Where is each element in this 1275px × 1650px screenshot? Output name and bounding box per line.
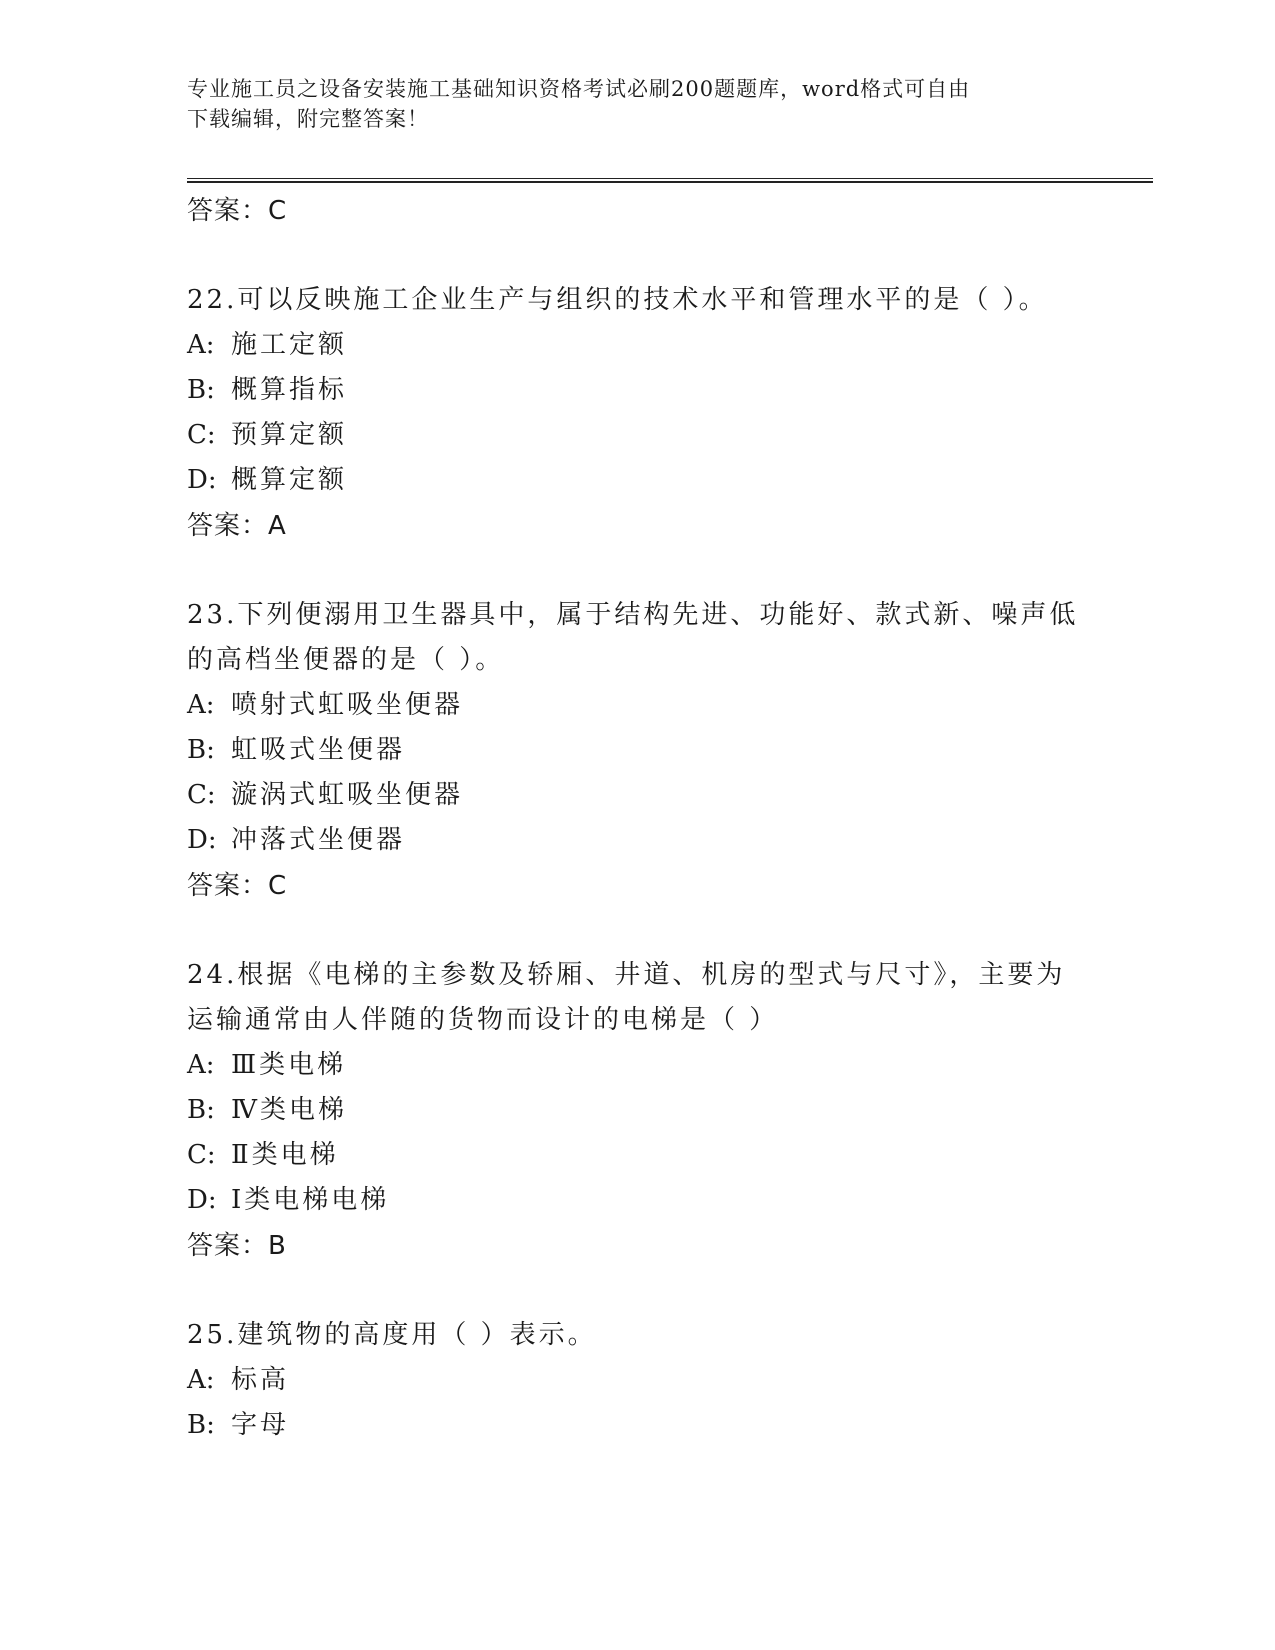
option-text: Ⅳ类电梯 bbox=[231, 1095, 347, 1125]
question-stem: 22.可以反映施工企业生产与组织的技术水平和管理水平的是（ ）。 bbox=[187, 285, 1048, 315]
question-stem: 25.建筑物的高度用（ ）表示。 bbox=[187, 1320, 597, 1350]
option-letter: C: bbox=[187, 780, 216, 810]
option-b bbox=[187, 1088, 1087, 1133]
option-text: 施工定额 bbox=[231, 330, 348, 360]
option-c bbox=[187, 413, 1087, 458]
option-b bbox=[187, 368, 1087, 413]
question-25 bbox=[187, 1313, 1087, 1448]
header-line-1: 专业施工员之设备安装施工基础知识资格考试必刷200题题库，word格式可自由 bbox=[187, 77, 971, 101]
option-a bbox=[187, 1358, 1087, 1403]
option-letter: C: bbox=[187, 420, 216, 450]
option-text: 概算指标 bbox=[231, 375, 348, 405]
option-letter: C: bbox=[187, 1140, 216, 1170]
option-text: 概算定额 bbox=[231, 465, 348, 495]
option-text: 标高 bbox=[231, 1365, 290, 1395]
option-letter: A: bbox=[187, 690, 215, 720]
option-d bbox=[187, 818, 1087, 863]
previous-answer: 答案：C bbox=[187, 196, 288, 226]
option-text: Ⅲ类电梯 bbox=[231, 1050, 347, 1080]
header-line-2: 下载编辑，附完整答案！ bbox=[187, 107, 429, 131]
question-22 bbox=[187, 278, 1087, 549]
option-a bbox=[187, 323, 1087, 368]
option-c bbox=[187, 773, 1087, 818]
option-text: 字母 bbox=[231, 1410, 290, 1440]
option-letter: B: bbox=[187, 375, 215, 405]
option-d bbox=[187, 1178, 1087, 1223]
spacer bbox=[187, 1269, 1087, 1313]
option-b bbox=[187, 1403, 1087, 1448]
option-d bbox=[187, 458, 1087, 503]
option-a bbox=[187, 683, 1087, 728]
header-divider-thick bbox=[187, 181, 1153, 183]
option-letter: A: bbox=[187, 1365, 215, 1395]
option-b bbox=[187, 728, 1087, 773]
option-text: Ⅰ类电梯电梯 bbox=[231, 1185, 390, 1215]
option-letter: B: bbox=[187, 1410, 215, 1440]
option-letter: D: bbox=[187, 465, 217, 495]
option-text: 虹吸式坐便器 bbox=[231, 735, 406, 765]
answer: 答案：A bbox=[187, 511, 287, 541]
option-text: 冲落式坐便器 bbox=[231, 825, 406, 855]
option-text: 漩涡式虹吸坐便器 bbox=[231, 780, 464, 810]
option-letter: D: bbox=[187, 1185, 217, 1215]
option-text: Ⅱ类电梯 bbox=[231, 1140, 339, 1170]
question-list bbox=[187, 188, 1087, 1448]
answer: 答案：C bbox=[187, 871, 288, 901]
question-stem-line-1: 24.根据《电梯的主参数及轿厢、井道、机房的型式与尺寸》，主要为 bbox=[187, 960, 1066, 990]
answer: 答案：B bbox=[187, 1231, 287, 1261]
question-stem-line-2: 运输通常由人伴随的货物而设计的电梯是（ ） bbox=[187, 1005, 779, 1035]
question-stem-line-1: 23.下列便溺用卫生器具中，属于结构先进、功能好、款式新、噪声低 bbox=[187, 600, 1079, 630]
option-letter: D: bbox=[187, 825, 217, 855]
option-letter: A: bbox=[187, 1050, 215, 1080]
option-a bbox=[187, 1043, 1087, 1088]
option-letter: B: bbox=[187, 1095, 215, 1125]
option-letter: A: bbox=[187, 330, 215, 360]
question-23 bbox=[187, 593, 1087, 909]
header-divider-thin bbox=[187, 178, 1153, 179]
question-stem-line-2: 的高档坐便器的是（ ）。 bbox=[187, 645, 505, 675]
option-text: 预算定额 bbox=[231, 420, 348, 450]
spacer bbox=[187, 549, 1087, 593]
question-24 bbox=[187, 953, 1087, 1269]
option-text: 喷射式虹吸坐便器 bbox=[231, 690, 464, 720]
document-header bbox=[187, 74, 1067, 134]
spacer bbox=[187, 909, 1087, 953]
option-c bbox=[187, 1133, 1087, 1178]
spacer bbox=[187, 234, 1087, 278]
option-letter: B: bbox=[187, 735, 215, 765]
